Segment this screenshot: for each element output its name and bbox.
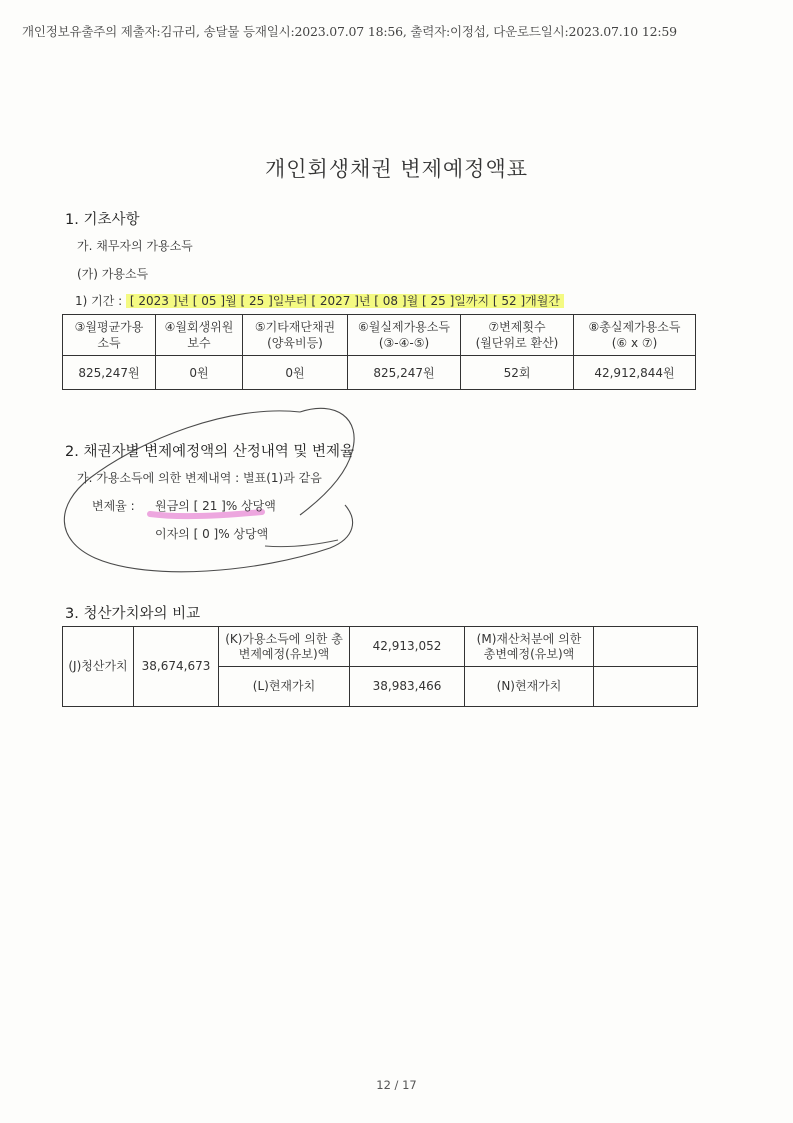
unit-from: 일부터 <box>272 294 308 308</box>
income-table <box>62 314 696 390</box>
liquidation-value-label: (J)청산가치 <box>63 627 134 707</box>
section2-heading: 2. 채권자별 변제예정액의 산정내역 및 변제율 <box>65 444 355 460</box>
income-table-value-row <box>63 356 696 390</box>
end-month: 08 <box>382 294 399 308</box>
handwritten-loop <box>64 408 354 571</box>
income-value-cell: 0원 <box>243 356 348 390</box>
unit-month: 월 <box>225 294 237 308</box>
section1-heading: 1. 기초사항 <box>65 212 140 228</box>
liquidation-value: 38,674,673 <box>134 627 219 707</box>
income-header-cell: ⑥월실제가용소득 (③-④-⑤) <box>348 315 461 356</box>
download-notice: 개인정보유출주의 제출자:김규리, 송달물 등재일시:2023.07.07 18:56, 출력자:이정섭, 다운로드일시:2023.07.10 12:59 <box>22 24 677 39</box>
interest-rate: 이자의 [ 0 ]% 상당액 <box>155 527 269 541</box>
income-header-cell: ④월회생위원 보수 <box>156 315 243 356</box>
present-value-n-label: (N)현재가치 <box>465 667 594 707</box>
unit-year: 년 <box>177 294 189 308</box>
section1-sub-a: 가. 채무자의 가용소득 <box>77 239 193 253</box>
unit-month-2: 월 <box>406 294 419 308</box>
end-day: 25 <box>430 294 446 308</box>
present-value-n <box>594 667 698 707</box>
disposal-repayment-label: (M)재산처분에 의한 총변예정(유보)액 <box>465 627 594 667</box>
income-header-cell: ⑤기타재단채권 (양육비등) <box>243 315 348 356</box>
period-highlight: [ 2023 ]년 [ 05 ]월 [ 25 ]일부터 [ 2027 ]년 [ 08 ]월 [ 25 ]일까지 [ 52 ]개월간 <box>126 294 564 308</box>
repayment-rate-label: 변제율 : <box>92 499 135 513</box>
income-header-cell: ⑧총실제가용소득 (⑥ x ⑦) <box>574 315 696 356</box>
total-repayment-value: 42,913,052 <box>350 627 465 667</box>
present-value-label: (L)현재가치 <box>219 667 350 707</box>
end-year: 2027 <box>319 294 351 308</box>
period-months: 52 <box>501 294 517 308</box>
handwritten-underline <box>265 540 338 547</box>
income-value-cell: 52회 <box>461 356 574 390</box>
start-month: 05 <box>201 294 217 308</box>
income-value-cell: 825,247원 <box>348 356 461 390</box>
section3-heading: 3. 청산가치와의 비교 <box>65 606 201 622</box>
compare-row-1 <box>63 627 698 667</box>
disposal-repayment-value <box>594 627 698 667</box>
section1-sub-a1: (가) 가용소득 <box>77 267 149 281</box>
start-year: 2023 <box>138 294 169 308</box>
total-repayment-label: (K)가용소득에 의한 총 변제예정(유보)액 <box>219 627 350 667</box>
principal-rate: 원금의 [ 21 ]% 상당액 <box>155 499 276 513</box>
present-value: 38,983,466 <box>350 667 465 707</box>
unit-months: 개월간 <box>525 294 560 308</box>
unit-year-2: 년 <box>358 294 371 308</box>
document-title: 개인회생채권 변제예정액표 <box>264 157 529 181</box>
period-label: 1) 기간 : <box>75 294 123 308</box>
unit-until: 일까지 <box>454 294 490 308</box>
income-header-cell: ③월평균가용 소득 <box>63 315 156 356</box>
income-value-cell: 42,912,844원 <box>574 356 696 390</box>
period-row <box>75 292 564 309</box>
liquidation-comparison-table <box>62 626 698 707</box>
page-number: 12 / 17 <box>376 1078 417 1092</box>
start-day: 25 <box>248 294 265 308</box>
income-value-cell: 825,247원 <box>63 356 156 390</box>
section2-sub-a: 가. 가용소득에 의한 변제내역 : 별표(1)과 같음 <box>77 471 322 485</box>
income-header-cell: ⑦변제횟수 (월단위로 환산) <box>461 315 574 356</box>
income-table-header-row <box>63 315 696 356</box>
income-value-cell: 0원 <box>156 356 243 390</box>
